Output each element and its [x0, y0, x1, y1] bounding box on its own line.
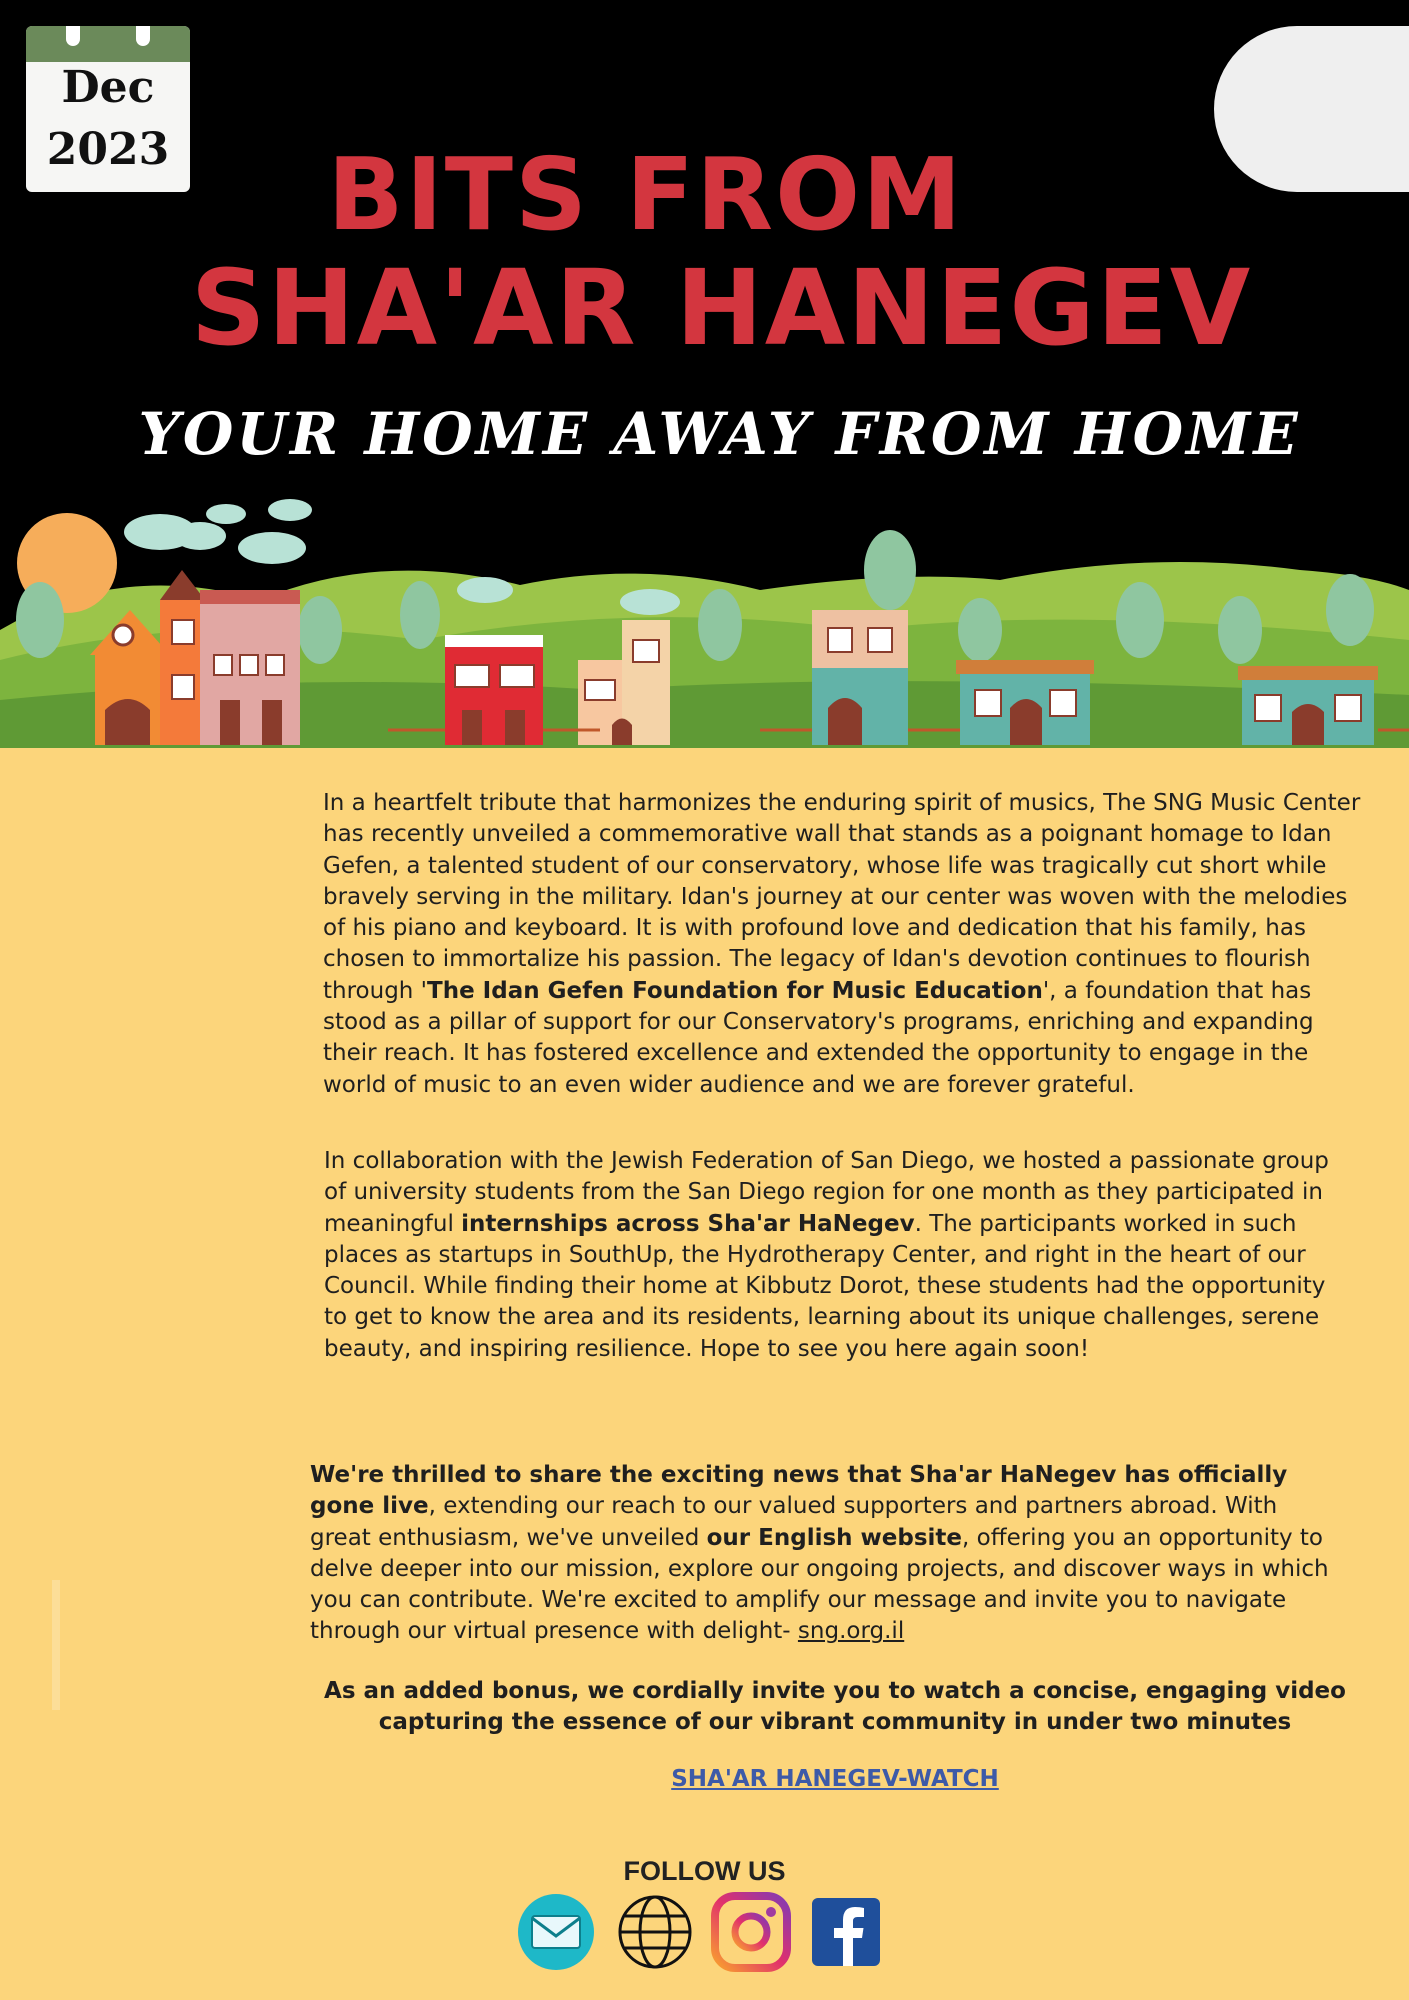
english-website-highlight: our English website: [706, 1524, 963, 1551]
facebook-icon[interactable]: [806, 1892, 886, 1972]
website-paragraph: We're thrilled to share the exciting news that Sha'ar HaNegev has officially gone live, extending our reach to our valued supporters and partners abroad. With great enthusiasm, we've unveiled our English website, offering you an opportunity to delve deeper into our mission, explore our ongoing projects, and discover ways in which you can contribute. We're excited to amplify our message and invite you to navigate through our virtual presence with delight- sng.org.il: [310, 1462, 1329, 1645]
foundation-name: The Idan Gefen Foundation for Music Education: [427, 977, 1043, 1004]
header-banner: [0, 0, 1409, 748]
website-link[interactable]: sng.org.il: [797, 1618, 905, 1645]
title-line-1: BITS FROM: [327, 136, 964, 253]
instagram-icon[interactable]: [711, 1892, 791, 1972]
website-announcement: We're thrilled to share the exciting news that Sha'ar HaNegev has officially gone live: [310, 1462, 1288, 1520]
internships-paragraph: In collaboration with the Jewish Federation of San Diego, we hosted a passionate group of university students from the San Diego region for one month as they participated in meaningful internships across Sha'ar HaNegev. The participants worked in such places as startups in SouthUp, the Hydrotherapy Center, and right in the heart of our Council. While finding their home at Kibbutz Dorot, these students had the opportunity to get to know the area and its residents, learning about its unique challenges, serene beauty, and inspiring resilience. Hope to see you here again soon!: [324, 1148, 1329, 1362]
tagline: YOUR HOME AWAY FROM HOME: [138, 400, 1301, 468]
calendar-month: Dec: [61, 62, 155, 113]
calendar-year: 2023: [46, 124, 170, 175]
follow-us-heading: FOLLOW US: [623, 1856, 786, 1886]
vertical-watermark: [48, 1580, 64, 1710]
video-invitation: As an added bonus, we cordially invite you to watch a concise, engaging video capturing the essence of our vibrant community in under two minutes: [324, 1678, 1346, 1736]
title-line-2: SHA'AR HANEGEV: [190, 247, 1253, 369]
globe-icon[interactable]: [615, 1892, 695, 1972]
village-illustration: [0, 490, 1409, 748]
email-icon[interactable]: [516, 1892, 596, 1972]
internships-highlight: internships across Sha'ar HaNegev: [461, 1210, 915, 1237]
video-link[interactable]: SHA'AR HANEGEV-WATCH: [671, 1766, 999, 1792]
music-center-paragraph: In a heartfelt tribute that harmonizes the enduring spirit of musics, The SNG Music Center has recently unveiled a commemorative wall that stands as a poignant homage to Idan Gefen, a talented student of our conservatory, whose life was tragically cut short while bravely serving in the military. Idan's journey at our center was woven with the melodies of his piano and keyboard. It is with profound love and dedication that his family, has chosen to immortalize his passion. The legacy of Idan's devotion continues to flourish through 'The Idan Gefen Foundation for Music Education', a foundation that has stood as a pillar of support for our Conservatory's programs, enriching and expanding their reach. It has fostered excellence and extended the opportunity to engage in the world of music to an even wider audience and we are forever grateful.: [323, 790, 1361, 1098]
